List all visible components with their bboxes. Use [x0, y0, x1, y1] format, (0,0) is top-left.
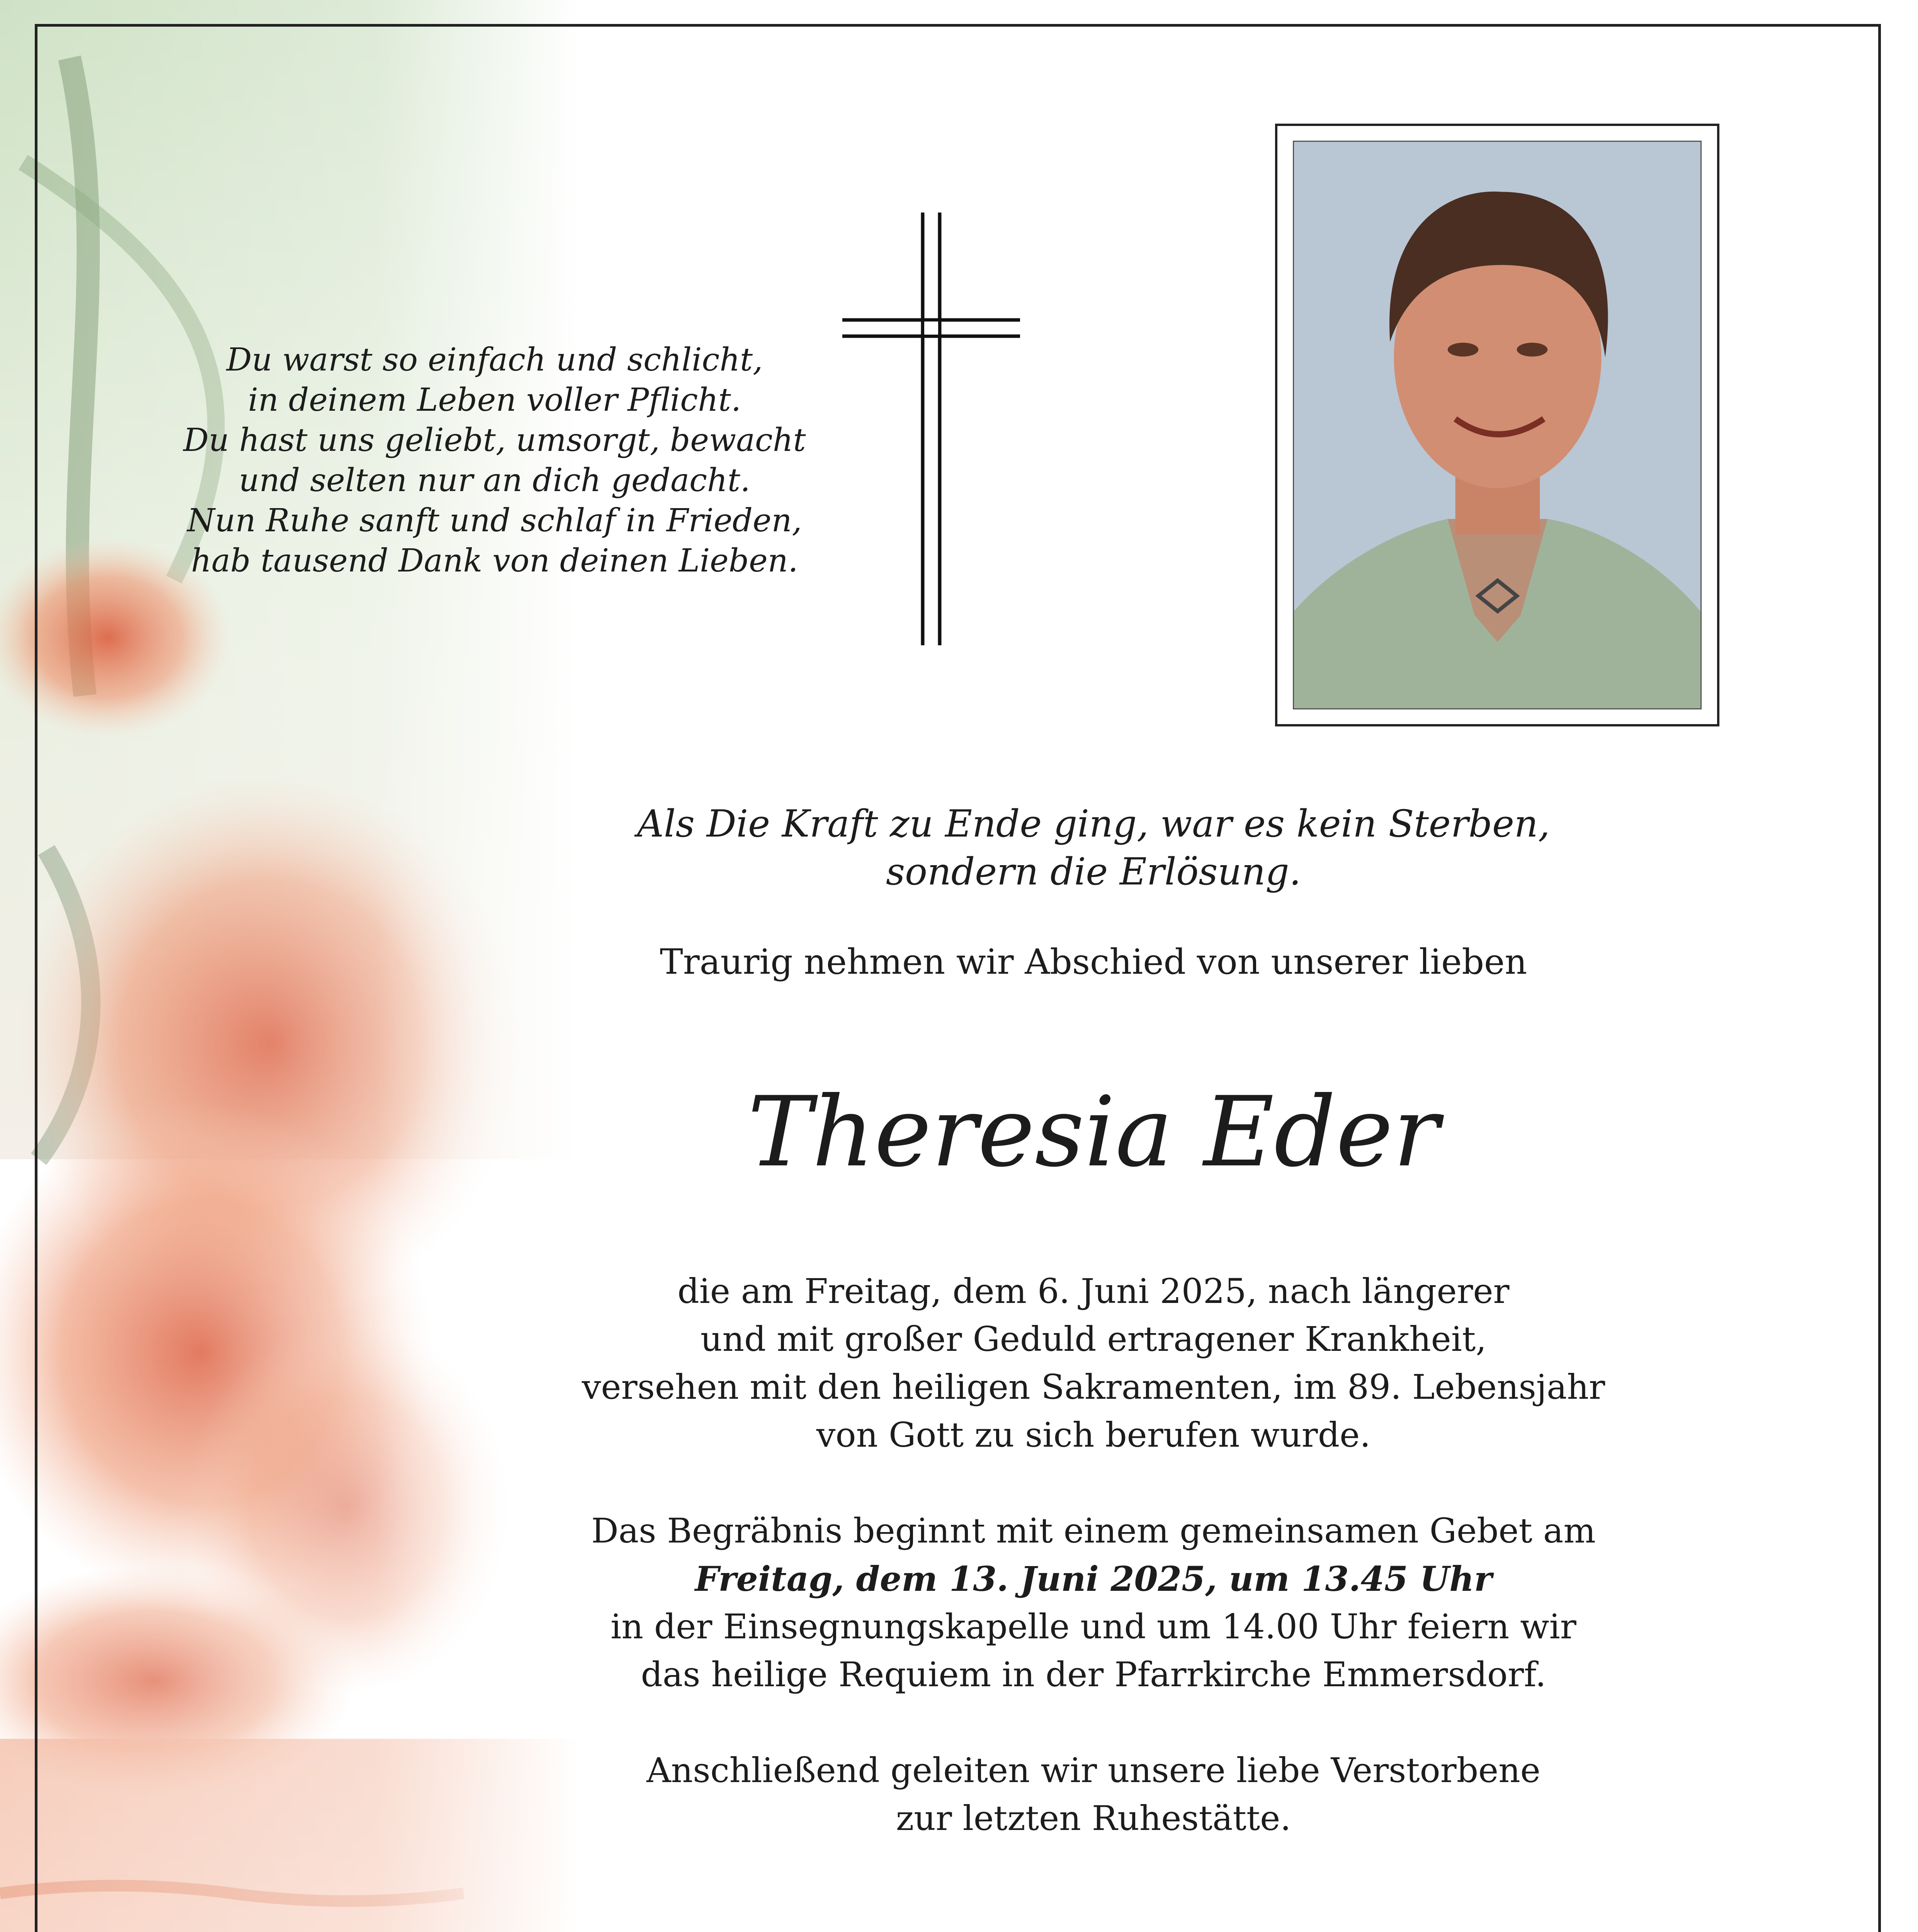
deceased-name: Theresia Eder	[748, 1076, 1439, 1188]
quote	[502, 800, 1685, 896]
burial-info	[502, 1747, 1685, 1842]
cross-icon	[842, 213, 1020, 645]
poem-line: hab tausend Dank von deinen Lieben.	[191, 543, 798, 579]
death-notice-line: die am Freitag, dem 6. Juni 2025, nach längerer	[677, 1271, 1510, 1311]
funeral-line: Das Begräbnis beginnt mit einem gemeinsamen Gebet am	[591, 1511, 1596, 1551]
quote-line: sondern die Erlösung.	[886, 850, 1301, 893]
death-notice-line: versehen mit den heiligen Sakramenten, im 89. Lebensjahr	[582, 1367, 1605, 1407]
poem-line: und selten nur an dich gedacht.	[239, 462, 750, 499]
death-notice-line: und mit großer Geduld ertragener Krankheit,	[700, 1319, 1487, 1359]
death-notice-line: von Gott zu sich berufen wurde.	[816, 1415, 1371, 1455]
quote-line: Als Die Kraft zu Ende ging, war es kein Sterben,	[637, 802, 1550, 845]
intro-text: Traurig nehmen wir Abschied von unserer lieben	[660, 942, 1527, 982]
funeral-line: in der Einsegnungskapelle und um 14.00 Uhr feiern wir	[610, 1607, 1576, 1646]
burial-line: zur letzten Ruhestätte.	[896, 1798, 1291, 1838]
funeral-info	[502, 1507, 1685, 1699]
poem-line: Nun Ruhe sanft und schlaf in Frieden,	[187, 502, 802, 539]
poem-line: Du warst so einfach und schlicht,	[226, 342, 763, 378]
portrait-photo	[1293, 141, 1702, 709]
burial-line: Anschließend geleiten wir unsere liebe Verstorbene	[646, 1750, 1541, 1790]
poem-line: in deinem Leben voller Pflicht.	[248, 382, 741, 418]
poem	[166, 340, 823, 581]
portrait-frame	[1275, 124, 1719, 726]
death-notice	[502, 1267, 1685, 1459]
funeral-line: das heilige Requiem in der Pfarrkirche Emmersdorf.	[641, 1655, 1546, 1694]
funeral-date: Freitag, dem 13. Juni 2025, um 13.45 Uhr	[695, 1559, 1492, 1599]
poem-line: Du hast uns geliebt, umsorgt, bewacht	[183, 422, 806, 459]
